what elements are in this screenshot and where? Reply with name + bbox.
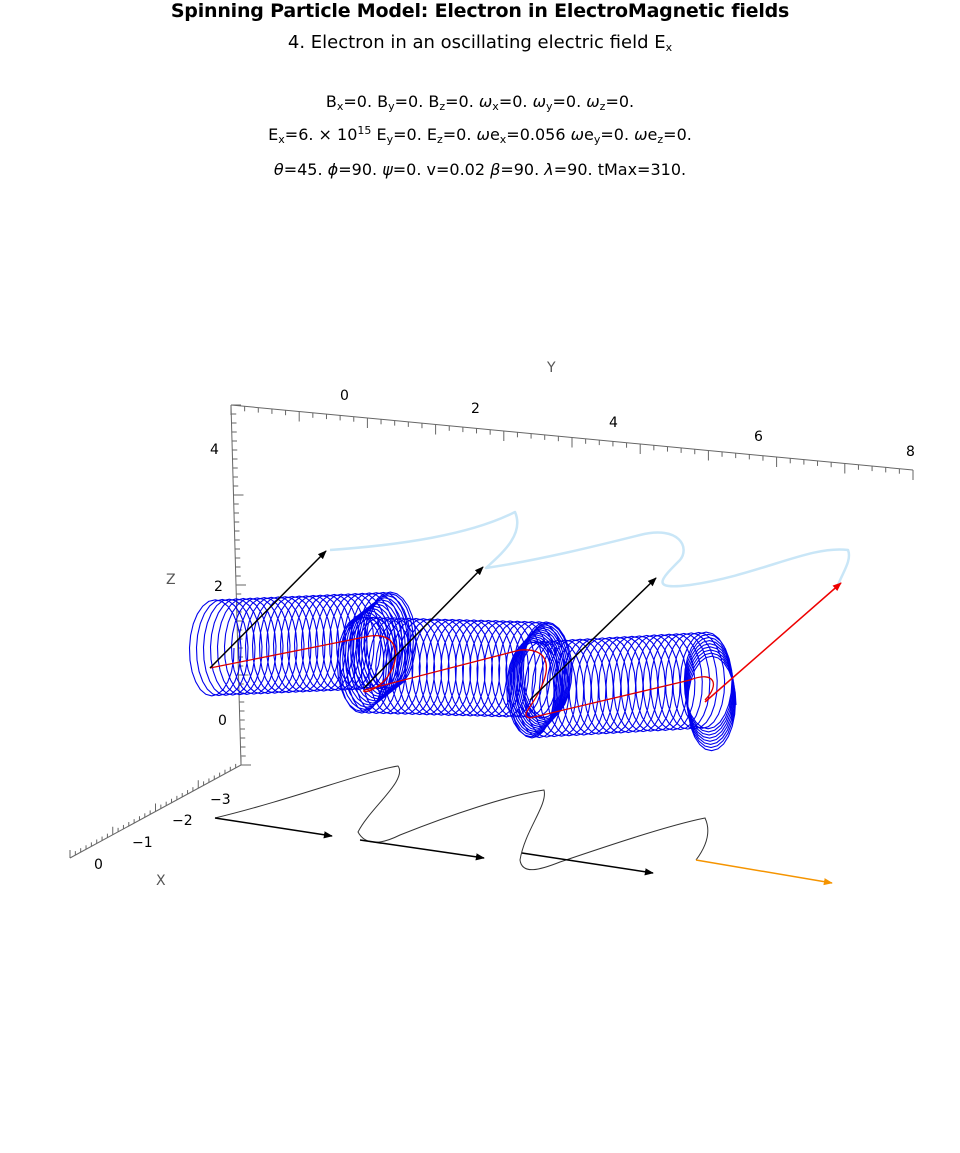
electron-helix-trajectory [190,592,737,751]
y-tick-2: 2 [471,401,480,417]
param-By: 0. [408,92,424,111]
y-tick-6: 6 [754,429,763,445]
z-axis-title: Z [166,572,176,588]
param-Ex: 6. [298,125,314,144]
param-v: 0.02 [449,160,486,179]
y-tick-0: 0 [340,388,349,404]
param-wex: 0.056 [519,125,566,144]
param-Ez: 0. [456,125,472,144]
y-tick-4: 4 [609,415,618,431]
z-axis-ticks [231,405,251,765]
initial-params-line: θ=45. ϕ=90. ψ=0. v=0.02 β=90. λ=90. tMax=310. [273,160,687,179]
param-wz: 0. [618,92,635,111]
final-spin-arrow [705,583,841,702]
magnetic-params-line: $B_x=0$. $B_y=0$. $B_z=0$. $\omega_x=0$. $\omega_y=0$. $\omega_z=0$. [325,92,635,113]
y-axis-ticks [231,405,913,480]
param-phi: 90. [351,160,378,179]
x-tick-neg1: −1 [132,835,153,851]
z-tick-2: 2 [214,579,223,595]
param-wez: 0. [676,125,692,144]
x-tick-neg2: −2 [172,813,193,829]
param-beta: 90. [513,160,540,179]
param-tMax: 310. [650,160,687,179]
param-Bz: 0. [458,92,474,111]
bottom-arrow-1 [215,818,332,836]
param-wy: 0. [565,92,582,111]
electric-params-line: $E_x=6$. × $10^{15}$ $E_y=0$. $E_z=0$. $\omega e_x=0.056$ $\omega e_y=0$. $\omega e_z=0$. [268,124,692,146]
y-axis-title: Y [547,360,556,376]
x-tick-0: 0 [94,857,103,873]
param-theta: 45. [297,160,323,179]
param-psi: 0. [406,160,422,179]
x-axis-title: X [156,873,166,889]
bottom-arrow-2 [360,840,484,858]
page-title: Spinning Particle Model: Electron in ElectroMagnetic fields [170,0,790,22]
param-wey: 0. [613,125,630,144]
x-tick-neg3: −3 [210,792,231,808]
spin-arrow-2 [364,567,483,688]
y-tick-8: 8 [906,444,915,460]
bottom-final-arrow [696,860,832,883]
param-lambda: 90. [567,160,593,179]
param-Ey: 0. [406,125,422,144]
param-Bx: 0. [356,92,373,111]
param-wx: 0. [512,92,528,111]
page-subtitle: 4. Electron in an oscillating electric field $E_x$ [287,32,673,54]
bottom-spin-arrows [215,818,832,883]
z-tick-0: 0 [218,713,227,729]
top-projection-curve [330,512,849,586]
bottom-arrow-3 [522,853,653,873]
z-tick-4: 4 [210,442,219,458]
